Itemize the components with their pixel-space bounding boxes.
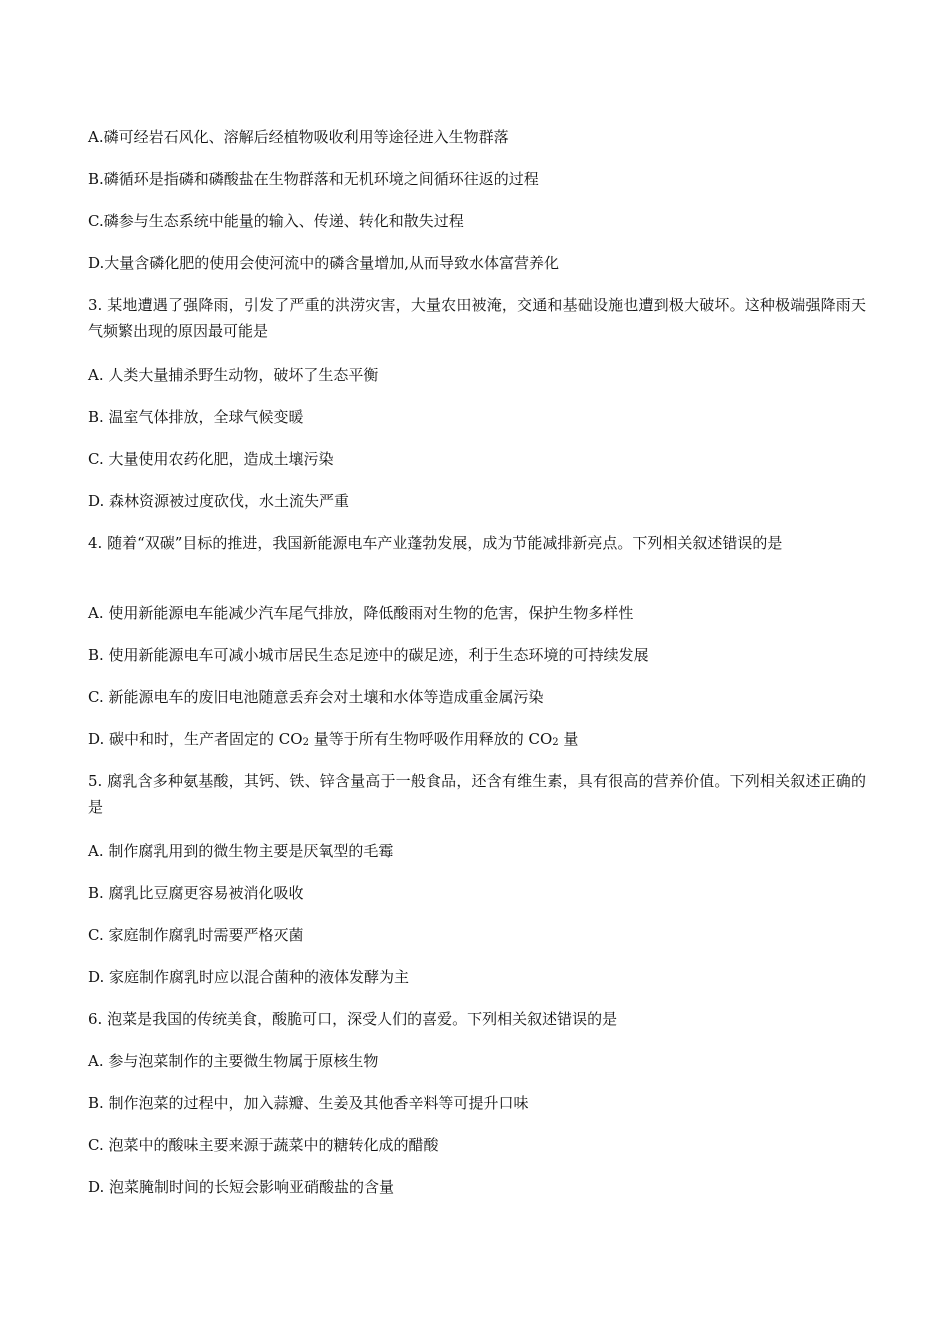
q4-option-d-text-1: D. 碳中和时，生产者固定的 CO <box>88 730 303 748</box>
q5-stem: 5. 腐乳含多种氨基酸，其钙、铁、锌含量高于一般食品，还含有维生素，具有很高的营养价值。下列相关叙述正确的是 <box>88 772 866 816</box>
q2-option-a: A.磷可经岩石风化、溶解后经植物吸收利用等途径进入生物群落 <box>88 128 509 146</box>
q4-option-d-subscript-1: 2 <box>302 737 309 748</box>
q5-option-c: C. 家庭制作腐乳时需要严格灭菌 <box>88 926 304 944</box>
q6-option-d: D. 泡菜腌制时间的长短会影响亚硝酸盐的含量 <box>88 1178 395 1196</box>
q2-option-c: C.磷参与生态系统中能量的输入、传递、转化和散失过程 <box>88 212 464 230</box>
q2-option-d: D.大量含磷化肥的使用会使河流中的磷含量增加,从而导致水体富营养化 <box>88 254 560 272</box>
q6-option-b: B. 制作泡菜的过程中，加入蒜瓣、生姜及其他香辛料等可提升口味 <box>88 1094 529 1112</box>
q4-option-d <box>88 728 578 754</box>
q4-option-d-text-3: 量 <box>558 730 579 748</box>
q5-option-a: A. 制作腐乳用到的微生物主要是厌氧型的毛霉 <box>88 842 394 860</box>
q4-option-a: A. 使用新能源电车能减少汽车尾气排放，降低酸雨对生物的危害，保护生物多样性 <box>88 604 634 622</box>
q3-stem: 3. 某地遭遇了强降雨，引发了严重的洪涝灾害，大量农田被淹，交通和基础设施也遭到极大破坏。这种极端强降雨天气频繁出现的原因最可能是 <box>88 296 866 340</box>
q4-option-c: C. 新能源电车的废旧电池随意丢弃会对土壤和水体等造成重金属污染 <box>88 688 544 706</box>
q3-option-c: C. 大量使用农药化肥，造成土壤污染 <box>88 450 334 468</box>
q6-option-c: C. 泡菜中的酸味主要来源于蔬菜中的糖转化成的醋酸 <box>88 1136 439 1154</box>
q4-option-b: B. 使用新能源电车可减小城市居民生态足迹中的碳足迹，利于生态环境的可持续发展 <box>88 646 649 664</box>
q4-option-d-text-2: 量等于所有生物呼吸作用释放的 CO <box>308 730 553 748</box>
q2-option-b: B.磷循环是指磷和磷酸盐在生物群落和无机环境之间循环往返的过程 <box>88 170 539 188</box>
q3-option-b: B. 温室气体排放，全球气候变暖 <box>88 408 304 426</box>
q4-stem: 4. 随着“双碳”目标的推进，我国新能源电车产业蓬勃发展，成为节能减排新亮点。下列相关叙述错误的是 <box>88 534 783 552</box>
q3-option-a: A. 人类大量捕杀野生动物，破坏了生态平衡 <box>88 366 379 384</box>
q5-option-d: D. 家庭制作腐乳时应以混合菌种的液体发酵为主 <box>88 968 410 986</box>
q6-stem: 6. 泡菜是我国的传统美食，酸脆可口，深受人们的喜爱。下列相关叙述错误的是 <box>88 1010 618 1028</box>
q5-option-b: B. 腐乳比豆腐更容易被消化吸收 <box>88 884 304 902</box>
q6-option-a: A. 参与泡菜制作的主要微生物属于原核生物 <box>88 1052 379 1070</box>
q3-option-d: D. 森林资源被过度砍伐，水土流失严重 <box>88 492 350 510</box>
q4-option-d-subscript-2: 2 <box>552 737 559 748</box>
